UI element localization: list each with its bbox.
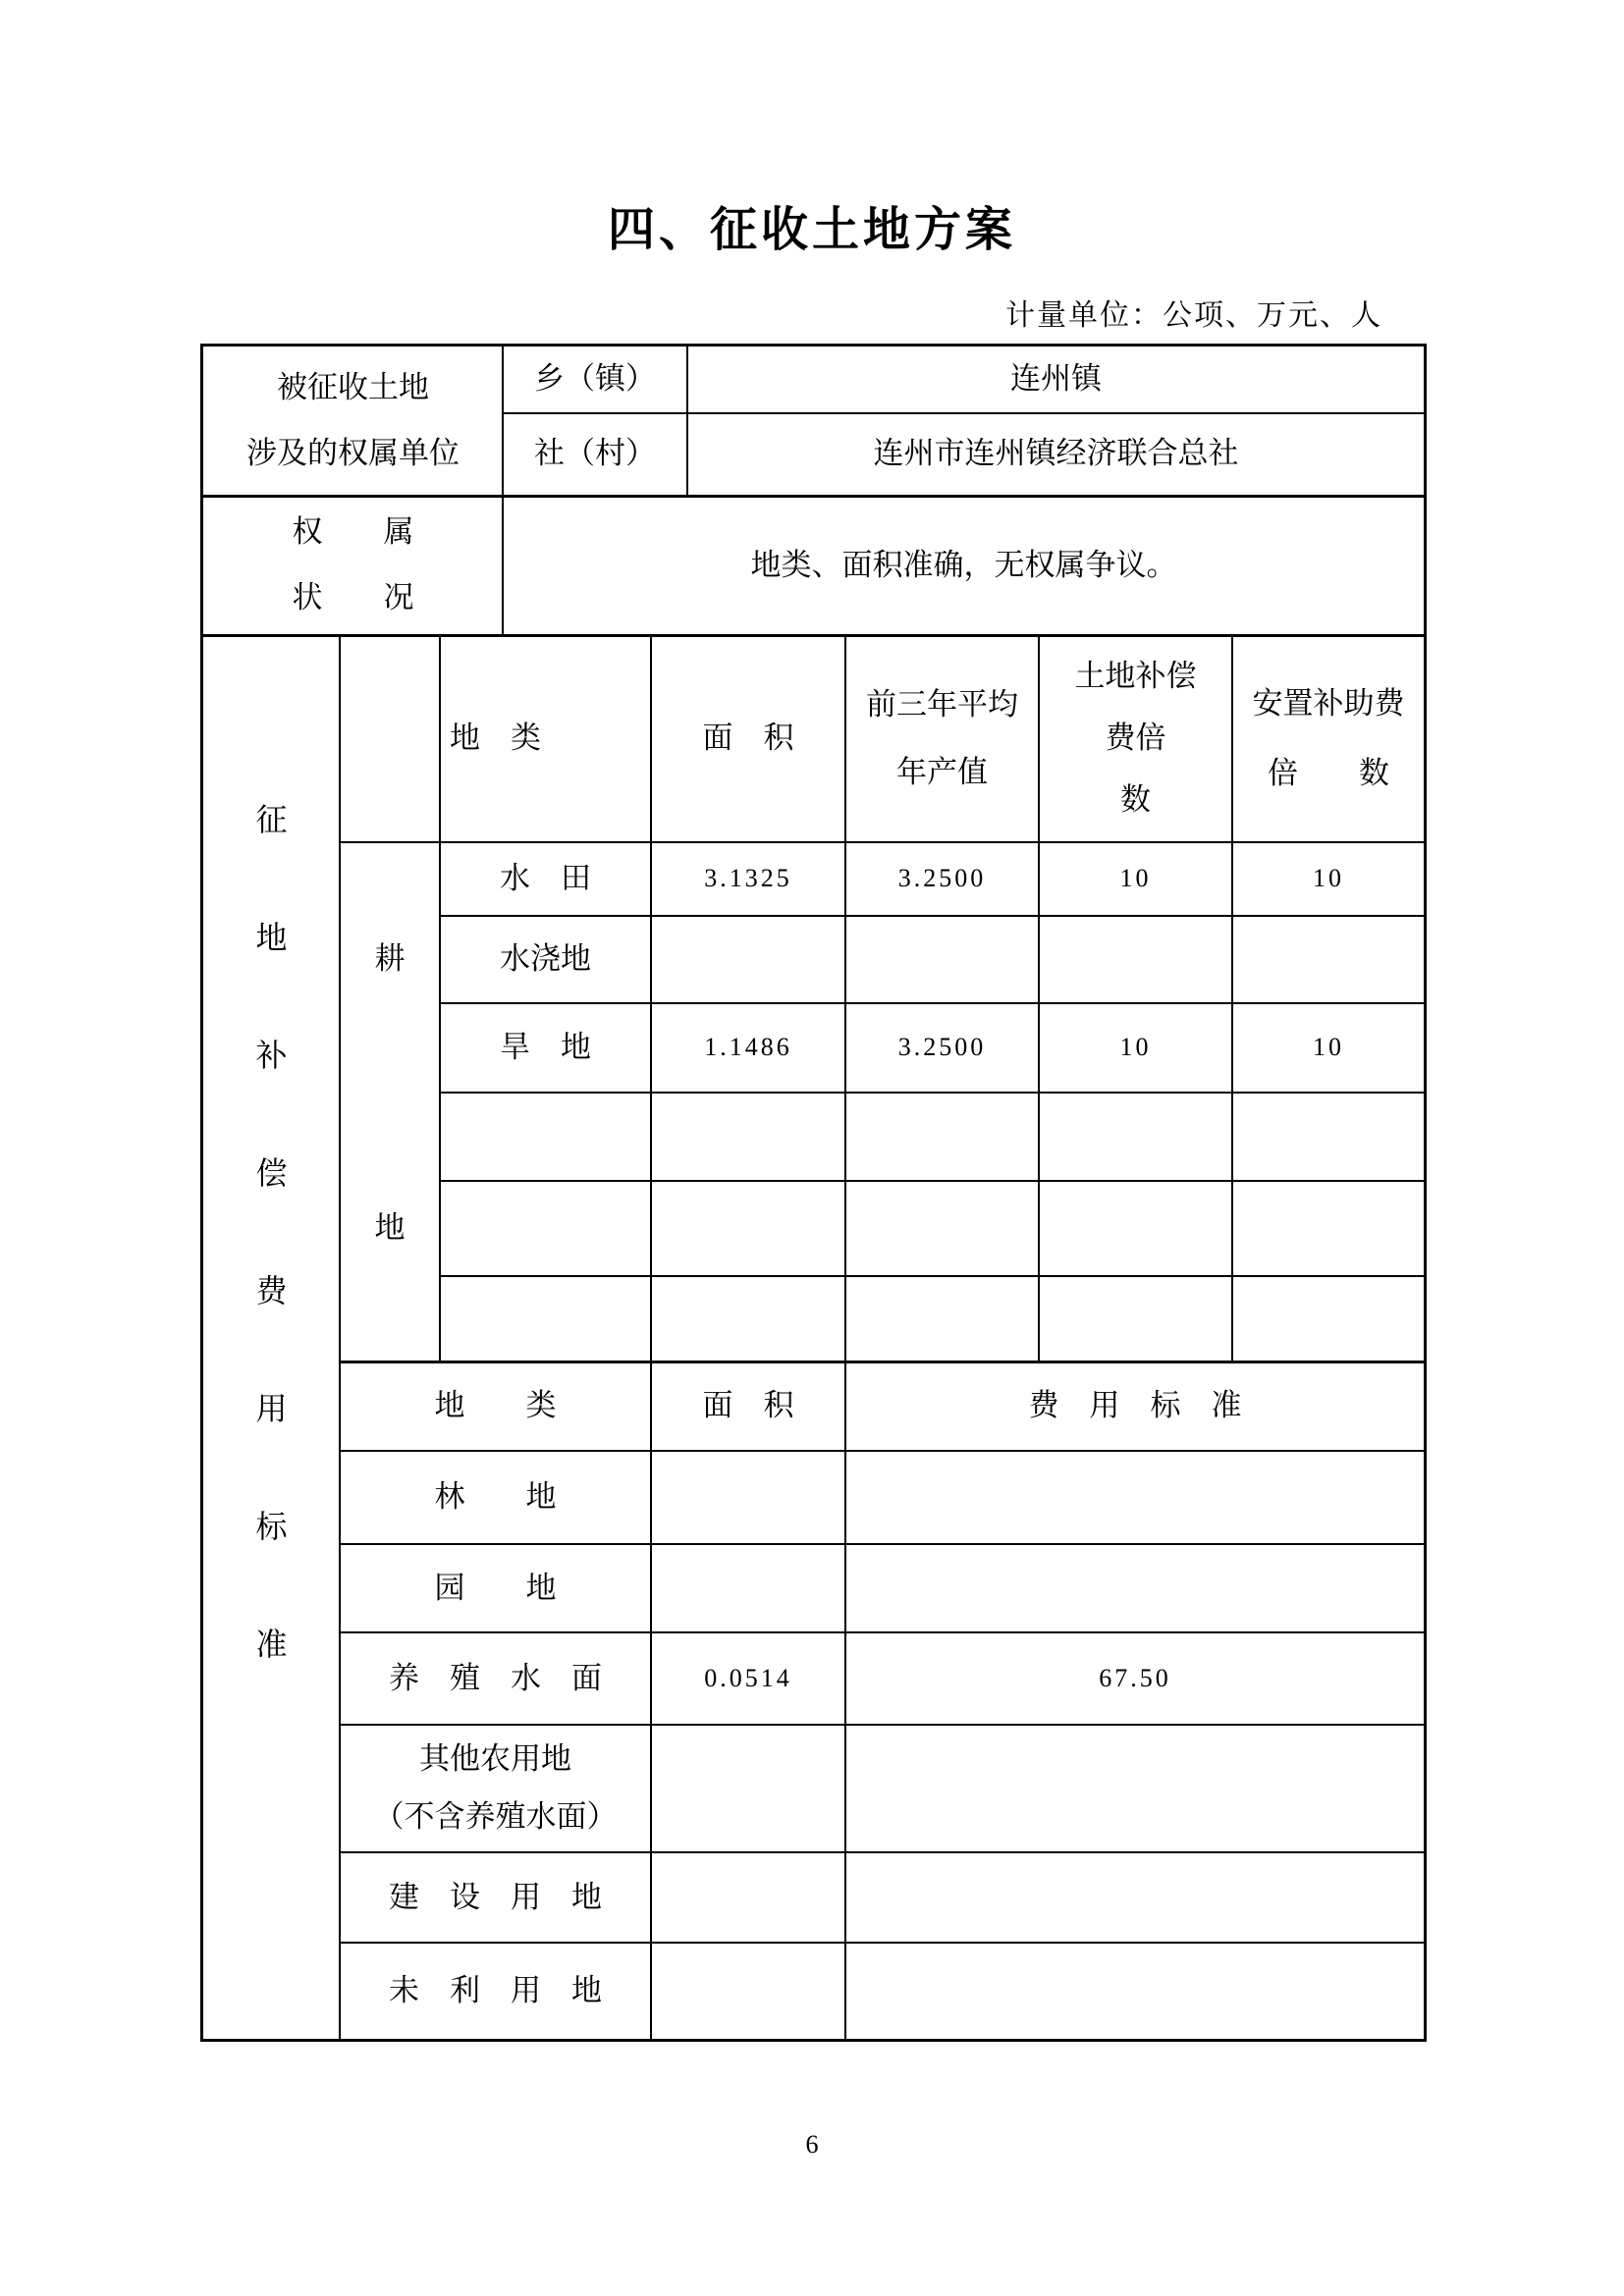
col-header-resettle-line1: 安置补助费: [1252, 685, 1405, 721]
measurement-unit-note: 计量单位：公项、万元、人: [1005, 299, 1382, 332]
col-header-land-multiple: [1039, 635, 1232, 842]
village-value: 连州市连州镇经济联合总社: [873, 436, 1239, 471]
side-label-char: 用: [255, 1391, 288, 1426]
col-header-land-multiple-line1: 土地补偿: [1074, 659, 1197, 694]
page-number: 6: [805, 2130, 819, 2159]
page-title: 四、征收土地方案: [607, 204, 1016, 256]
row-forest-label: 林 地: [434, 1479, 557, 1515]
row-paddy-label: 水 田: [500, 861, 591, 896]
row-dryland-land-multiple: 10: [1119, 1033, 1152, 1062]
row-other-agricultural-line1: 其他农用地: [419, 1741, 571, 1777]
ownership-status-value: 地类、面积准确，无权属争议。: [750, 547, 1177, 582]
row-dryland-label: 旱 地: [500, 1030, 591, 1065]
cultivated-group-char-1: 耕: [374, 941, 406, 977]
row-dryland-output: 3.2500: [897, 1033, 987, 1062]
row-construction-label: 建 设 用 地: [389, 1879, 602, 1914]
col-header-land-multiple-line2: 费倍: [1105, 721, 1166, 756]
row-other-agricultural-line2: （不含养殖水面）: [373, 1799, 618, 1834]
side-label-char: 准: [255, 1627, 288, 1662]
grid-line: [440, 1180, 1425, 1182]
col-header-resettle-multiple: [1232, 635, 1425, 842]
row-aquaculture-area: 0.0514: [704, 1663, 792, 1692]
col2-header-fee-standard: 费 用 标 准: [1028, 1388, 1242, 1423]
col2-header-area: 面 积: [702, 1388, 794, 1423]
col-header-avg-output-line2: 年产值: [896, 754, 988, 789]
ownership-status-label-line1: 权 属: [292, 514, 414, 550]
ownership-row-label-line1: 被征收土地: [277, 369, 429, 404]
row-dryland-resettle-multiple: 10: [1313, 1033, 1344, 1062]
col-header-land-multiple-line3: 数: [1120, 781, 1151, 817]
side-label-char: 补: [255, 1038, 288, 1073]
row-aquaculture-label: 养 殖 水 面: [389, 1660, 602, 1695]
row-unused-label: 未 利 用 地: [389, 1973, 602, 2008]
col-header-land-type: 地 类: [450, 721, 541, 756]
side-label-char: 地: [255, 920, 288, 955]
village-label: 社（村）: [534, 436, 656, 471]
ownership-status-label-line2: 状 况: [292, 580, 414, 614]
ownership-status-label: [203, 496, 503, 635]
row-irrigated-label: 水浇地: [500, 941, 591, 977]
col-header-area: 面 积: [702, 721, 794, 756]
ownership-row-label: [203, 346, 503, 496]
col-header-resettle-line2: 倍 数: [1268, 755, 1389, 790]
ownership-row-label-line2: 涉及的权属单位: [246, 435, 460, 470]
township-label: 乡（镇）: [534, 360, 656, 396]
cultivated-group-char-2: 地: [374, 1210, 406, 1246]
side-label-char: 征: [255, 802, 288, 837]
col-header-avg-output: [845, 635, 1039, 842]
side-label-char: 偿: [255, 1155, 288, 1191]
row-garden-label: 园 地: [434, 1570, 557, 1605]
row-other-agricultural-label: [340, 1725, 651, 1852]
row-aquaculture-fee: 67.50: [1099, 1663, 1171, 1692]
row-paddy-land-multiple: 10: [1119, 864, 1152, 893]
grid-line: [440, 1275, 1425, 1277]
row-paddy-area: 3.1325: [704, 864, 792, 893]
col-header-avg-output-line1: 前三年平均: [866, 686, 1018, 721]
row-dryland-area: 1.1486: [704, 1033, 792, 1062]
township-value: 连州镇: [1010, 360, 1102, 396]
row-paddy-resettle-multiple: 10: [1313, 864, 1344, 893]
col2-header-land-type: 地 类: [434, 1388, 557, 1423]
row-paddy-output: 3.2500: [897, 864, 987, 893]
side-label-char: 标: [255, 1509, 288, 1544]
side-label-char: 费: [255, 1273, 288, 1308]
